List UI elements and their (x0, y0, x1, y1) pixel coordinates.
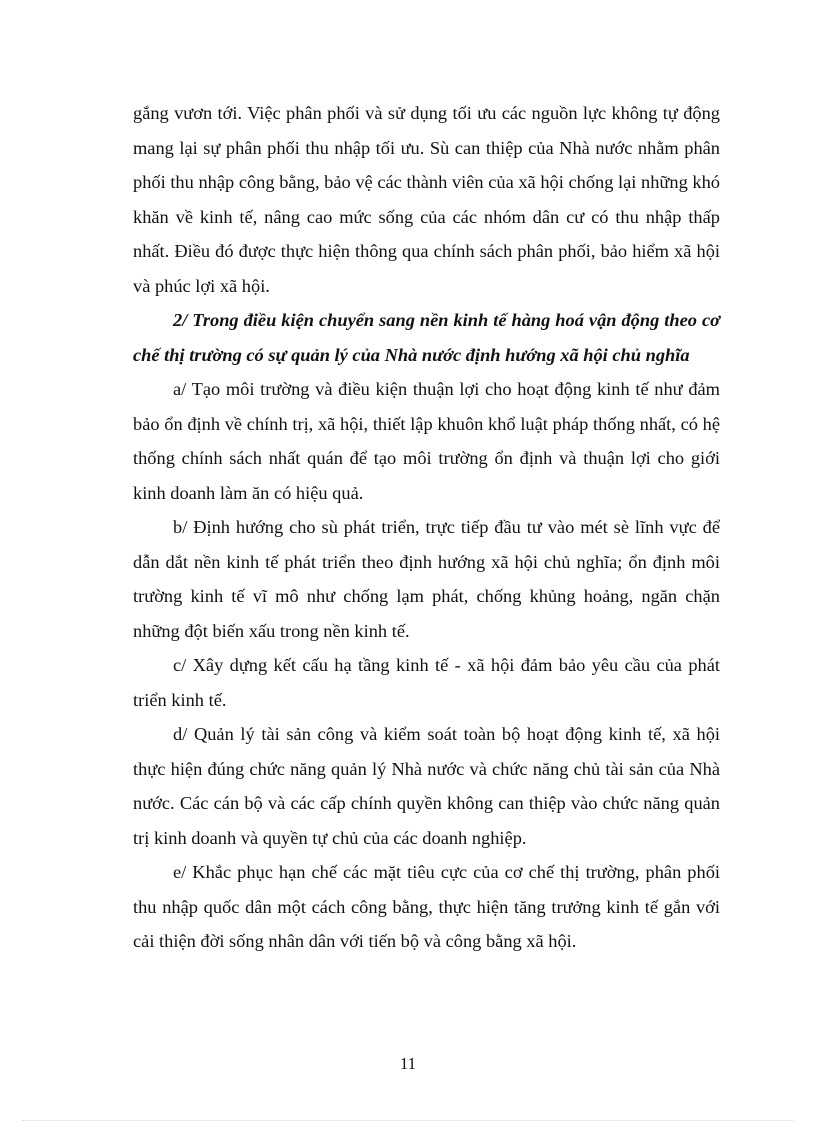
paragraph-continuation: gắng vươn tới. Việc phân phối và sử dụng tối ưu các nguồn lực không tự động mang lại sự phân phối thu nhập tối ưu. Sù can thiệp của Nhà nước nhằm phân phối thu nhập công bằng, bảo vệ các thành viên của xã hội chống lại những khó khăn về kinh tế, nâng cao mức sống của các nhóm dân cư có thu nhập thấp nhất. Điều đó được thực hiện thông qua chính sách phân phối, bảo hiểm xã hội và phúc lợi xã hội. (133, 103, 720, 296)
paragraph-item-b: b/ Định hướng cho sù phát triển, trực tiếp đầu tư vào mét sè lĩnh vực để dẫn dắt nền kinh tế phát triển theo định hướng xã hội chủ nghĩa; ổn định môi trường kinh tế vĩ mô như chống lạm phát, chống khủng hoảng, ngăn chặn những đột biến xấu trong nền kinh tế. (133, 517, 720, 641)
page-bottom-divider (22, 1120, 794, 1121)
document-body (133, 96, 720, 959)
section-heading: 2/ Trong điều kiện chuyển sang nền kinh tế hàng hoá vận động theo cơ chế thị trường có sự quản lý của Nhà nước định hướng xã hội chủ nghĩa (133, 310, 720, 365)
paragraph-item-e: e/ Khắc phục hạn chế các mặt tiêu cực của cơ chế thị trường, phân phối thu nhập quốc dân một cách công bằng, thực hiện tăng trưởng kinh tế gắn với cải thiện đời sống nhân dân với tiến bộ và công bằng xã hội. (133, 862, 720, 951)
paragraph-item-c: c/ Xây dựng kết cấu hạ tầng kinh tế - xã hội đảm bảo yêu cầu của phát triển kinh tế. (133, 655, 720, 710)
page-number: 11 (399, 1054, 417, 1073)
paragraph-item-a: a/ Tạo môi trường và điều kiện thuận lợi cho hoạt động kinh tế như đảm bảo ổn định về chính trị, xã hội, thiết lập khuôn khổ luật pháp thống nhất, có hệ thống chính sách nhất quán để tạo môi trường ổn định và thuận lợi cho giới kinh doanh làm ăn có hiệu quả. (133, 379, 720, 503)
paragraph-item-d: d/ Quản lý tài sản công và kiểm soát toàn bộ hoạt động kinh tế, xã hội thực hiện đúng chức năng quản lý Nhà nước và chức năng chủ tài sản của Nhà nước. Các cán bộ và các cấp chính quyền không can thiệp vào chức năng quản trị kinh doanh và quyền tự chủ của các doanh nghiệp. (133, 724, 720, 848)
